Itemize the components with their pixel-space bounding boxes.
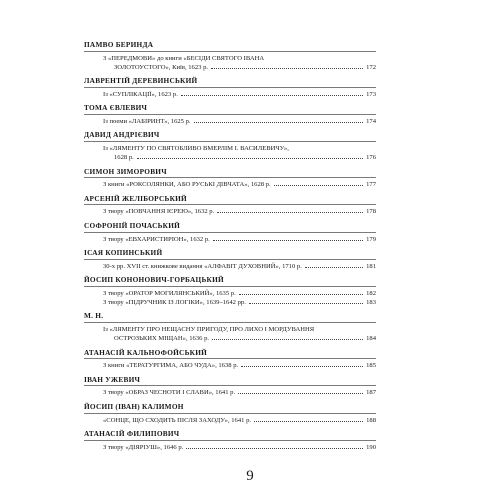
leader-dots <box>254 421 363 422</box>
leader-dots <box>137 158 363 159</box>
leader-dots <box>211 68 363 69</box>
work-line <box>84 416 376 425</box>
work-title: 1628 р. <box>114 154 134 162</box>
work-title: З твору «ДІЯРІУШ», 1646 р. <box>103 443 184 451</box>
work-page-number: 179 <box>366 235 376 243</box>
leader-dots <box>305 267 363 268</box>
author-name: ТОМА ЄВЛЕВИЧ <box>84 103 376 115</box>
work-page-number: 174 <box>366 117 376 125</box>
work-page-number: 187 <box>366 389 376 397</box>
work-line <box>84 262 376 271</box>
work-title: ОСТРОЗЬКИХ МІЩАН», 1636 р. <box>114 335 210 343</box>
work-title: Із «СУПЛІКАЦІЇ», 1623 р. <box>103 90 178 98</box>
work-line <box>84 153 376 162</box>
work-line <box>84 90 376 99</box>
work-line <box>84 325 376 334</box>
leader-dots <box>249 303 363 304</box>
work-page-number: 176 <box>366 154 376 162</box>
author-name: ІСАЯ КОПИНСЬКИЙ <box>84 248 376 260</box>
leader-dots <box>241 366 363 367</box>
work-title: 30-х рр. XVII ст. книжкове видання «АЛФАВІТ ДУХОВНИЙ», 1710 р. <box>103 262 302 270</box>
toc-entry <box>84 429 376 452</box>
work-title: З «ПЕРЕДМОВИ» до книги «БЕСІДИ СВЯТОГО ІВАНА <box>103 54 265 62</box>
work-title: З твору «ОРАТОР МОГИЛЯНСЬКИЙ», 1635 р. <box>103 289 236 297</box>
toc-entry <box>84 402 376 425</box>
work-page-number: 173 <box>366 90 376 98</box>
work-page-number: 172 <box>366 63 376 71</box>
work-page-number: 184 <box>366 335 376 343</box>
toc-entry <box>84 40 376 72</box>
work-line <box>84 207 376 216</box>
work-line <box>84 388 376 397</box>
work-title: Із «ЛЯМЕНТУ ПО СВЯТОБЛИВО ВМЕРЛІМ І. ВАСИЛЕВИЧУ», <box>103 145 289 153</box>
work-line <box>84 334 376 343</box>
work-title: З твору «ПІДРУЧНИК ІЗ ЛОГІКИ», 1639–1642 рр. <box>103 298 246 306</box>
table-of-contents <box>84 40 376 456</box>
leader-dots <box>238 393 363 394</box>
work-line <box>84 117 376 126</box>
work-title: З твору «ОБРАЗ ЧЕСНОТИ І СЛАВИ», 1641 р. <box>103 389 236 397</box>
work-title: Із поеми «ЛАБІРИНТ», 1625 р. <box>103 117 191 125</box>
work-title: Із «ЛЯМЕНТУ ПРО НЕЩАСНУ ПРИГОДУ, ПРО ЛИХО І МОРДУВАННЯ <box>103 326 315 334</box>
work-title: З твору «ПОВЧАННЯ ІЄРЕЮ», 1632 р. <box>103 208 215 216</box>
work-line <box>84 180 376 189</box>
toc-entry <box>84 375 376 398</box>
work-title: З книги «ТЕРАТУРГИМА, АБО ЧУДА», 1638 р. <box>103 362 239 370</box>
work-page-number: 177 <box>366 181 376 189</box>
work-line <box>84 298 376 307</box>
toc-entry <box>84 194 376 217</box>
work-page-number: 182 <box>366 289 376 297</box>
work-title: «СОНЦЕ, ЩО СХОДИТЬ ПІСЛЯ ЗАХОДУ», 1641 р. <box>103 416 252 424</box>
leader-dots <box>186 448 363 449</box>
work-line <box>84 63 376 72</box>
toc-entry <box>84 130 376 162</box>
work-title: З твору «ЕВХАРИСТИРІОН», 1632 р. <box>103 235 210 243</box>
leader-dots <box>213 240 363 241</box>
toc-entry <box>84 275 376 307</box>
leader-dots <box>212 339 363 340</box>
work-page-number: 183 <box>366 298 376 306</box>
work-page-number: 185 <box>366 362 376 370</box>
work-page-number: 190 <box>366 443 376 451</box>
author-name: СИМОН ЗИМОРОВИЧ <box>84 167 376 179</box>
author-name: ПАМВО БЕРИНДА <box>84 40 376 52</box>
page-number: 9 <box>246 468 254 484</box>
work-page-number: 181 <box>366 262 376 270</box>
leader-dots <box>181 95 363 96</box>
leader-dots <box>194 122 364 123</box>
toc-entry <box>84 348 376 371</box>
toc-entry <box>84 167 376 190</box>
work-page-number: 178 <box>366 208 376 216</box>
work-title: З книги «РОКСОЛЯНКИ, АБО РУСЬКІ ДІВЧАТА», 1628 р. <box>103 181 271 189</box>
leader-dots <box>274 185 363 186</box>
author-name: АТАНАСІЙ КАЛЬНОФОЙСЬКИЙ <box>84 348 376 360</box>
leader-dots <box>217 212 363 213</box>
leader-dots <box>239 294 363 295</box>
work-line <box>84 54 376 63</box>
work-page-number: 188 <box>366 416 376 424</box>
author-name: ЙОСИП (ІВАН) КАЛИМОН <box>84 402 376 414</box>
author-name: ІВАН УЖЕВИЧ <box>84 375 376 387</box>
work-line <box>84 361 376 370</box>
toc-entry <box>84 103 376 126</box>
author-name: ДАВИД АНДРІЄВИЧ <box>84 130 376 142</box>
work-line <box>84 235 376 244</box>
work-line <box>84 289 376 298</box>
toc-entry <box>84 311 376 343</box>
author-name: ЛАВРЕНТІЙ ДЕРЕВИНСЬКИЙ <box>84 76 376 88</box>
author-name: СОФРОНІЙ ПОЧАСЬКИЙ <box>84 221 376 233</box>
author-name: АРСЕНІЙ ЖЕЛІБОРСЬКИЙ <box>84 194 376 206</box>
work-line <box>84 443 376 452</box>
author-name: АТАНАСІЙ ФИЛИПОВИЧ <box>84 429 376 441</box>
toc-entry <box>84 76 376 99</box>
work-line <box>84 144 376 153</box>
toc-entry <box>84 248 376 271</box>
author-name: М. Н. <box>84 311 376 323</box>
author-name: ЙОСИП КОНОНОВИЧ-ГОРБАЦЬКИЙ <box>84 275 376 287</box>
work-title: ЗОЛОТОУСТОГО», Київ, 1623 р. <box>114 63 209 71</box>
toc-entry <box>84 221 376 244</box>
